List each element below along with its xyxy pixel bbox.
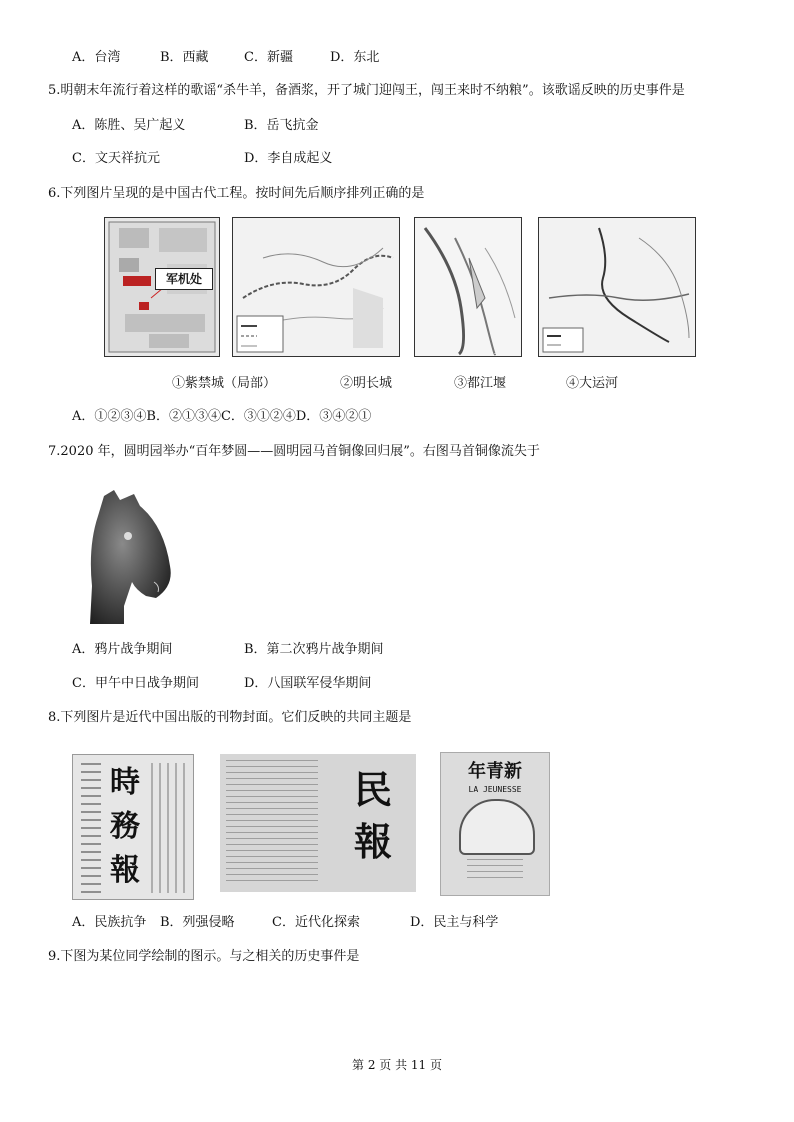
q4-option-c: C．新疆 — [244, 50, 293, 65]
caption-dujiangyan: ③都江堰 — [454, 376, 507, 391]
q7-option-b: B．第二次鸦片战争期间 — [244, 642, 384, 657]
page-footer: 第 2 页 共 11 页 — [352, 1058, 442, 1072]
q8-option-a: A．民族抗争 — [72, 915, 147, 930]
shiwubao-title: 時務報 — [110, 765, 140, 888]
great-wall-map — [232, 217, 400, 357]
grand-canal-map — [538, 217, 696, 357]
caption-forbidden-city: ①紫禁城（局部） — [172, 376, 277, 391]
q4-option-a: A．台湾 — [72, 50, 121, 65]
q8-question: 8.下列图片是近代中国出版的刊物封面。它们反映的共同主题是 — [48, 710, 412, 725]
junjichu-label: 军机处 — [155, 268, 213, 290]
q5-option-a: A．陈胜、吴广起义 — [72, 118, 186, 133]
xinqingnian-cover — [440, 752, 550, 896]
caption-great-wall: ②明长城 — [340, 376, 393, 391]
q5-question: 5.明朝末年流行着这样的歌谣“杀牛羊，备酒浆，开了城门迎闯王，闯王来时不纳粮”。该歌谣反映的历史事件是 — [48, 83, 685, 98]
q4-option-d: D．东北 — [330, 50, 380, 65]
xinqingnian-subtitle: LA JEUNESSE — [468, 785, 522, 794]
q5-option-d: D．李自成起义 — [244, 151, 333, 166]
q6-options: A．①②③④B．②①③④C．③①②④D．③④②① — [72, 409, 372, 424]
q5-option-c: C．文天祥抗元 — [72, 151, 160, 166]
q7-option-d: D．八国联军侵华期间 — [244, 676, 372, 691]
dujiangyan-map — [414, 217, 522, 357]
q7-question: 7.2020 年，圆明园举办“百年梦圆——圆明园马首铜像回归展”。右图马首铜像流失于 — [48, 444, 540, 459]
shiwubao-cover — [72, 754, 194, 900]
minbao-title: 民報 — [353, 767, 392, 864]
q4-option-b: B．西藏 — [160, 50, 209, 65]
xinqingnian-title: 新青年 — [468, 761, 522, 782]
q7-option-a: A．鸦片战争期间 — [72, 642, 173, 657]
q8-option-b: B．列强侵略 — [160, 915, 235, 930]
q5-option-b: B．岳飞抗金 — [244, 118, 319, 133]
q7-option-c: C．甲午中日战争期间 — [72, 676, 199, 691]
q8-option-c: C．近代化探索 — [272, 915, 360, 930]
caption-grand-canal: ④大运河 — [566, 376, 619, 391]
q6-question: 6.下列图片呈现的是中国古代工程。按时间先后顺序排列正确的是 — [48, 186, 425, 201]
minbao-cover — [220, 754, 416, 892]
forbidden-city-image — [104, 217, 220, 357]
horse-head-bronze-image — [84, 486, 178, 626]
q9-question: 9.下图为某位同学绘制的图示。与之相关的历史事件是 — [48, 949, 360, 964]
q8-option-d: D．民主与科学 — [410, 915, 499, 930]
